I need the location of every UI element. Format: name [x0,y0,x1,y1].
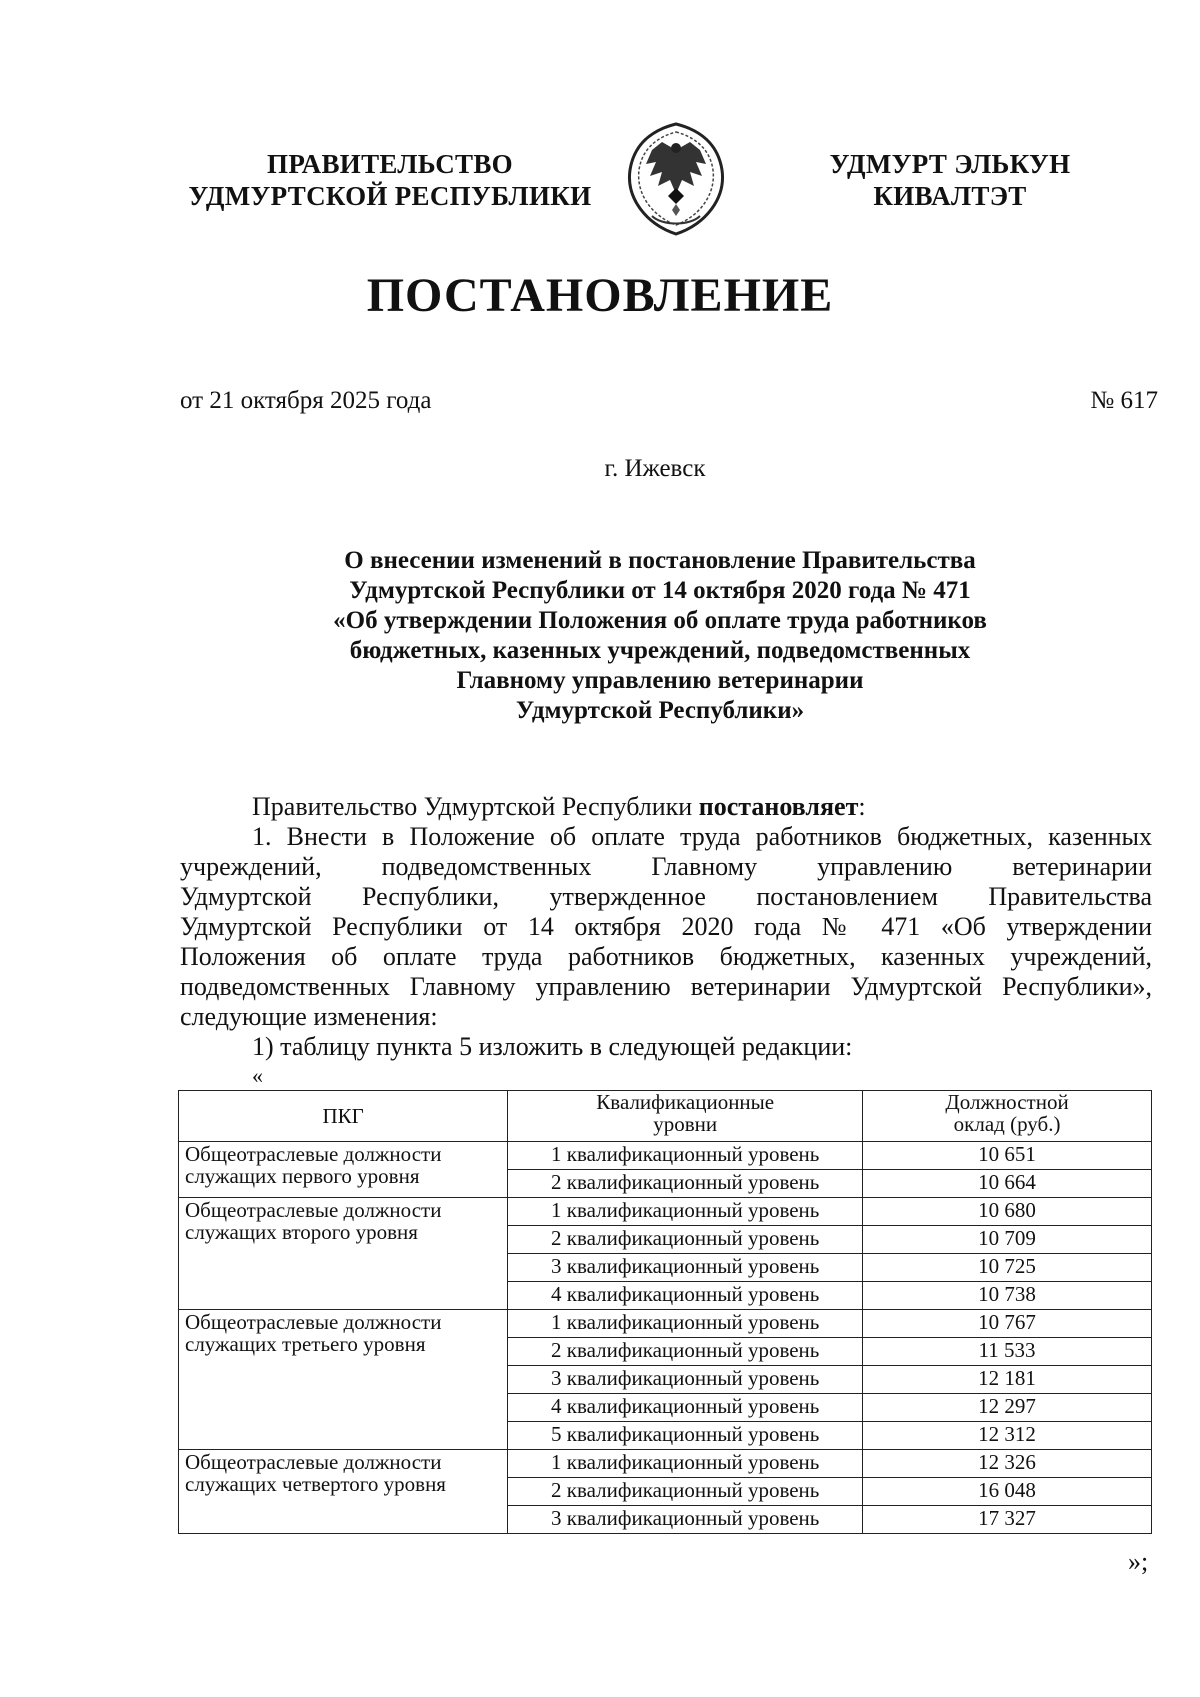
pkg-group-name: Общеотраслевые должности служащих первого уровня [179,1142,508,1198]
salary-value: 17 327 [863,1506,1152,1534]
title-line: бюджетных, казенных учреждений, подведомственных [349,637,971,664]
salary-value: 10 664 [863,1170,1152,1198]
pkg-group-name: Общеотраслевые должности служащих третьего уровня [179,1310,508,1450]
salary-value: 12 326 [863,1450,1152,1478]
title-line: О внесении изменений в постановление Правительства [344,547,976,574]
header-levels: Квалификационные уровни [508,1091,863,1142]
issuer-udmurt-line-2: КИВАЛТЭТ [873,181,1027,211]
document-number: № 617 [1090,387,1158,414]
preamble-keyword: постановляет [698,792,859,821]
issuer-line-2: УДМУРТСКОЙ РЕСПУБЛИКИ [188,181,592,211]
coat-of-arms-icon [622,120,730,238]
document-city: г. Ижевск [604,455,706,482]
preamble-colon: : [858,792,866,821]
document-type: ПОСТАНОВЛЕНИЕ [366,269,834,322]
salary-value: 12 312 [863,1422,1152,1450]
qualification-level: 2 квалификационный уровень [508,1226,863,1254]
table-body [179,1142,1152,1534]
salary-value: 16 048 [863,1478,1152,1506]
document-title [280,546,1040,726]
salary-value: 10 738 [863,1282,1152,1310]
pkg-group-name: Общеотраслевые должности служащих второго уровня [179,1198,508,1310]
qualification-level: 4 квалификационный уровень [508,1282,863,1310]
issuer-line-1: ПРАВИТЕЛЬСТВО [267,149,513,179]
salary-value: 12 297 [863,1394,1152,1422]
qualification-level: 1 квалификационный уровень [508,1310,863,1338]
title-line: Удмуртской Республики от 14 октября 2020 года № 471 [349,577,971,604]
item-1: 1) таблицу пункта 5 изложить в следующей редакции: [252,1032,853,1061]
salary-value: 10 725 [863,1254,1152,1282]
qualification-level: 3 квалификационный уровень [508,1506,863,1534]
qualification-level: 2 квалификационный уровень [508,1170,863,1198]
qualification-level: 1 квалификационный уровень [508,1142,863,1170]
issuer-name-russian [168,148,612,212]
quote-open: « [252,1063,263,1088]
preamble [252,792,866,822]
qualification-level: 2 квалификационный уровень [508,1478,863,1506]
issuer-udmurt-line-1: УДМУРТ ЭЛЬКУН [829,149,1071,179]
table-row [179,1310,1152,1338]
preamble-text: Правительство Удмуртской Республики [252,792,699,821]
paragraph-line: Положения об оплате труда работников бюджетных, казенных учреждений, [180,942,1152,971]
header-pkg: ПКГ [179,1091,508,1142]
salary-value: 10 709 [863,1226,1152,1254]
qualification-level: 3 квалификационный уровень [508,1366,863,1394]
table-header-row [179,1091,1152,1142]
issuer-name-udmurt [802,148,1098,212]
table-row [179,1450,1152,1478]
title-line: Удмуртской Республики» [515,697,805,724]
paragraph-line: учреждений, подведомственных Главному управлению ветеринарии [180,852,1152,881]
qualification-level: 3 квалификационный уровень [508,1254,863,1282]
salary-table [178,1090,1152,1534]
salary-value: 10 767 [863,1310,1152,1338]
qualification-level: 1 квалификационный уровень [508,1198,863,1226]
paragraph-line: подведомственных Главному управлению ветеринарии Удмуртской Республики», [180,972,1152,1001]
quote-close: »; [1128,1547,1149,1576]
table-row [179,1142,1152,1170]
paragraph-line: Удмуртской Республики от 14 октября 2020 года № 471 «Об утверждении [180,912,1152,941]
pkg-group-name: Общеотраслевые должности служащих четвертого уровня [179,1450,508,1534]
salary-value: 10 680 [863,1198,1152,1226]
qualification-level: 2 квалификационный уровень [508,1338,863,1366]
salary-value: 11 533 [863,1338,1152,1366]
header-salary: Должностной оклад (руб.) [863,1091,1152,1142]
paragraph-line: следующие изменения: [180,1002,438,1031]
salary-value: 12 181 [863,1366,1152,1394]
paragraph-line: Удмуртской Республики, утвержденное постановлением Правительства [180,882,1152,911]
paragraph-line: 1. Внести в Положение об оплате труда работников бюджетных, казенных [252,822,1152,851]
table-row [179,1198,1152,1226]
title-line: Главному управлению ветеринарии [456,667,864,694]
salary-value: 10 651 [863,1142,1152,1170]
qualification-level: 4 квалификационный уровень [508,1394,863,1422]
qualification-level: 1 квалификационный уровень [508,1450,863,1478]
document-date: от 21 октября 2025 года [180,387,432,414]
qualification-level: 5 квалификационный уровень [508,1422,863,1450]
title-line: «Об утверждении Положения об оплате труда работников [333,607,987,634]
